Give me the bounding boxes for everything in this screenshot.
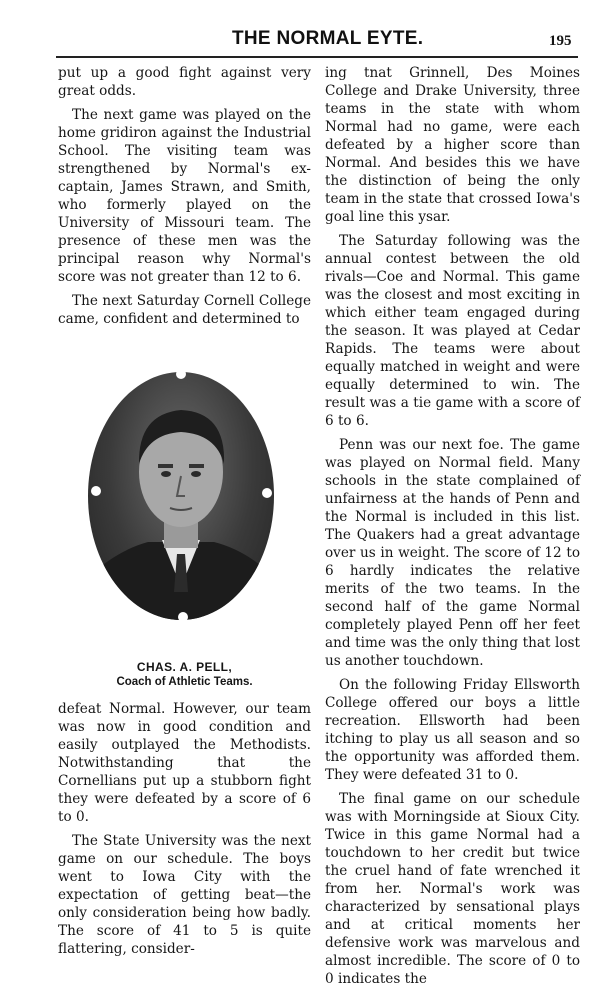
photo-pin-hole [262,488,272,498]
photo-pin-hole [178,612,188,622]
paragraph: put up a good fight against very great odds. [58,65,311,99]
paragraph: Penn was our next foe. The game was played on Normal field. Many schools in the state complained of unfairness at the hands of Penn and the Normal is included in this list. The Quakers had a great advantage over us in weight. The score of 12 to 6 hardly indicates the relative merits of the two teams. In the second half of the game Normal completely played Penn off her feet and time was the only thing that lost us another touchdown. [325,437,580,669]
coach-portrait-photo [88,372,274,620]
paragraph: The next game was played on the home gridiron against the Industrial School. The visiting team was strengthened by Normal's ex-captain, James Strawn, and Smith, who formerly played on the University of Missouri team. The presence of these men was the principal reason why Normal's score was not greater than 12 to 6. [58,107,311,285]
portrait-figure [88,372,274,620]
paragraph: The Saturday following was the annual contest between the old rivals—Coe and Normal. This game was the closest and most exciting in which either team engaged during the season. It was played at Cedar Rapids. The teams were about equally matched in weight and were equally determined to win. The result was a tie game with a score of 6 to 6. [325,233,580,429]
caption-role: Coach of Athletic Teams. [116,676,253,688]
paragraph: The next Saturday Cornell College came, confident and determined to [58,293,311,327]
photo-pin-hole [91,486,101,496]
photo-pin-hole [176,369,186,379]
right-column [325,64,580,988]
page-header [0,0,608,60]
page-number: 195 [549,33,572,49]
journal-title: THE NORMAL EYTE. [232,28,424,49]
photo-caption [58,660,311,690]
paragraph: On the following Friday Ellsworth College offered our boys a little recreation. Ellsworth had been itching to play us all season and so the opportunity was afforded them. They were defeated 31 to 0. [325,677,580,783]
paragraph: The final game on our schedule was with Morningside at Sioux City. Twice in this game Normal had a touchdown to her credit but twice the cruel hand of fate wrenched it from her. Normal's work was characterized by sensational plays and at critical moments her defensive work was marvelous and almost incredible. The score of 0 to 0 indicates the [325,791,580,987]
paragraph: ing tnat Grinnell, Des Moines College and Drake University, three teams in the state with whom Normal had no game, were each defeated by a higher score than Normal. And besides this we have the distinction of being the only team in the state that crossed Iowa's goal line this ysar. [325,65,580,225]
paragraph: The State University was the next game on our schedule. The boys went to Iowa City with the expectation of getting beat—the only consideration being how badly. The score of 41 to 5 is quite flattering, consider- [58,833,311,957]
left-column-top [58,64,311,328]
header-rule [56,56,578,58]
left-column-bottom [58,700,311,958]
paragraph: defeat Normal. However, our team was now in good condition and easily outplayed the Methodists. Notwithstanding that the Cornellians put up a stubborn fight they were defeated by a score of 6 to 0. [58,701,311,825]
caption-name: CHAS. A. PELL, [136,660,233,674]
